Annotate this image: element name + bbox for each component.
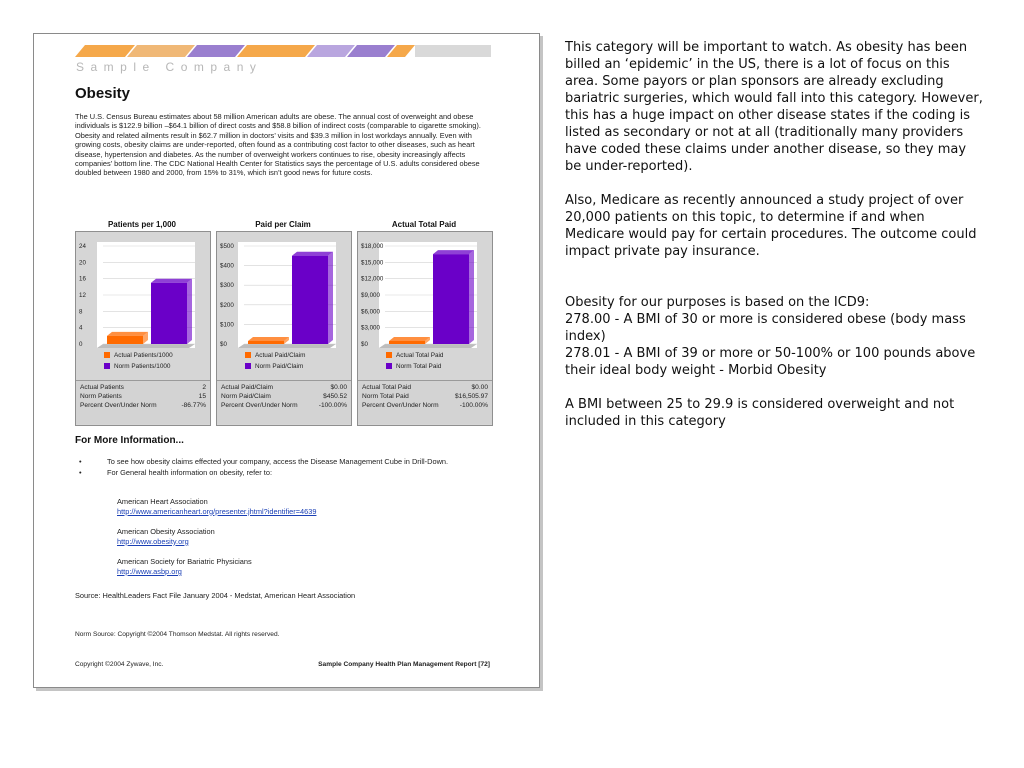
y-tick-label: 20: [79, 259, 86, 267]
report-reference: Sample Company Health Plan Management Report [72]: [318, 661, 490, 668]
reference-name: American Obesity Association: [117, 527, 215, 537]
bar: [433, 250, 474, 344]
y-tick-label: 12: [79, 292, 86, 299]
legend-label: Actual Paid/Claim: [255, 352, 306, 359]
y-tick-label: $300: [220, 282, 234, 290]
legend-label: Norm Paid/Claim: [255, 363, 304, 370]
report-page: [33, 33, 540, 688]
y-tick-label: $3,000: [361, 324, 380, 332]
legend-label: Norm Patients/1000: [114, 363, 171, 370]
bar: [389, 337, 430, 344]
stat-row: Norm Patients 15: [80, 393, 206, 400]
chart-plot-patients: [76, 232, 210, 382]
stats-patients: [76, 380, 210, 424]
chart-plot-total-paid: [358, 232, 492, 382]
chart-plot-paid-claim: [217, 232, 351, 382]
stats-paid-claim: [217, 380, 351, 424]
stat-row: Norm Total Paid $16,505.97: [362, 393, 488, 400]
notes-paragraph: This category will be important to watch. As obesity has been billed an ‘epidemic’ in the US, there is a lot of focus on this area. Some payors or plan sponsors are already excluding bariatric surgeries, which would fall into this category. However, this has a huge impact on other disease states if the coding is listed as secondary or not at all (traditionally many providers have coded these claims under another disease, so they may be under-reported).: [565, 40, 983, 174]
bar: [107, 332, 148, 344]
source-note: Source: HealthLeaders Fact File January 2004 - Medstat, American Heart Association: [75, 591, 356, 600]
legend-label: Norm Total Paid: [396, 363, 442, 370]
norm-source-note: Norm Source: Copyright ©2004 Thomson Medstat. All rights reserved.: [75, 631, 280, 638]
y-tick-label: $0: [220, 341, 227, 348]
legend-swatch: [386, 352, 392, 358]
y-tick-label: $100: [220, 321, 234, 329]
reference-link[interactable]: http://www.asbp.org: [117, 566, 182, 576]
reference-item: [117, 527, 316, 546]
plot-floor: [238, 344, 336, 348]
y-tick-label: $9,000: [361, 292, 380, 299]
copyright: Copyright ©2004 Zywave, Inc.: [75, 661, 164, 668]
y-tick-label: $200: [220, 301, 234, 309]
legend-swatch: [104, 352, 110, 358]
list-item: • For General health information on obesity, refer to:: [79, 467, 273, 477]
chart-title-paid-claim: Paid per Claim: [255, 220, 311, 229]
y-tick-label: 4: [79, 324, 83, 332]
plot-floor: [379, 344, 477, 348]
reference-name: American Heart Association: [117, 497, 208, 506]
notes-paragraph: Also, Medicare as recently announced a study project of over 20,000 patients on this topic, to determine if and when Medicare would pay for certain procedures. The outcome could impact private pay insurance.: [565, 193, 977, 259]
list-item: • To see how obesity claims effected your company, access the Disease Management Cube in Drill-Down.: [79, 457, 449, 466]
notes-paragraph: A BMI between 25 to 29.9 is considered overweight and not included in this category: [565, 397, 955, 429]
reference-link[interactable]: http://www.americanheart.org/presenter.jhtml?identifier=4639: [117, 506, 317, 516]
y-tick-label: $0: [361, 341, 368, 348]
y-tick-label: $12,000: [361, 275, 384, 283]
reference-name: American Society for Bariatric Physicians: [117, 557, 252, 567]
stat-row: Actual Paid/Claim $0.00: [221, 384, 347, 391]
legend-label: Actual Total Paid: [396, 352, 444, 359]
more-info-list: [75, 457, 495, 478]
chart-patients-per-1000: [75, 231, 211, 426]
y-tick-label: 24: [79, 243, 86, 250]
notes-paragraph: 278.01 - A BMI of 39 or more or 50-100% or 100 pounds above their ideal body weight - Morbid Obesity: [565, 346, 976, 378]
stat-row: Percent Over/Under Norm -100.00%: [221, 402, 347, 409]
y-tick-label: $500: [220, 243, 234, 250]
notes-paragraph: Obesity for our purposes is based on the ICD9:: [565, 295, 870, 310]
stat-row: Percent Over/Under Norm -100.00%: [362, 402, 488, 409]
speaker-notes: [565, 39, 985, 430]
y-tick-label: 0: [79, 341, 83, 348]
more-info-heading: For More Information...: [75, 435, 184, 446]
chart-title-total-paid: Actual Total Paid: [391, 220, 457, 229]
reference-list: [117, 497, 316, 588]
stat-row: Percent Over/Under Norm -86.77%: [80, 402, 206, 409]
legend-swatch: [104, 363, 110, 369]
bar: [292, 252, 333, 344]
plot-floor: [97, 344, 195, 348]
stats-total-paid: [358, 380, 492, 424]
y-tick-label: 8: [79, 308, 83, 316]
stat-row: Actual Total Paid $0.00: [362, 384, 488, 391]
reference-item: [117, 497, 316, 516]
y-tick-label: $15,000: [361, 259, 384, 267]
notes-paragraph: 278.00 - A BMI of 30 or more is considered obese (body mass index): [565, 312, 966, 344]
chart-paid-per-claim: [216, 231, 352, 426]
y-tick-label: $18,000: [361, 243, 384, 250]
page-title: Obesity: [75, 85, 131, 102]
y-tick-label: $6,000: [361, 308, 380, 316]
intro-paragraph: The U.S. Census Bureau estimates about 58 million American adults are obese. The annual cost of overweight and obese individuals is $122.9 billion –$64.1 billion of direct costs and $58.8 billion of indirect costs (comparable to cigarette smoking). Obesity and related ailments result in $62.7 million in doctors’ visits and $39.3 million in lost workdays annually. Even with growing costs, obesity claims are under-reported, often found as a contributing cost factor to other diseases, such as heart disease, hypertension and diabetes. As the number of overweight workers continues to rise, obesity increasingly affects companies’ bottom line. The CDC National Health Center for Statistics says the percentage of U.S. adults considered obese doubled between 1980 and 2000, from 15% to 31%, which isn’t good news for future costs.: [75, 112, 481, 178]
reference-item: [117, 557, 316, 576]
y-tick-label: $400: [220, 262, 234, 270]
y-tick-label: 16: [79, 275, 86, 283]
legend-swatch: [245, 363, 251, 369]
chart-title-patients: Patients per 1,000: [107, 220, 177, 229]
reference-link[interactable]: http://www.obesity.org: [117, 536, 189, 546]
legend-swatch: [245, 352, 251, 358]
stat-row: Actual Patients 2: [80, 384, 206, 391]
legend-swatch: [386, 363, 392, 369]
decorative-banner: [75, 45, 491, 57]
chart-actual-total-paid: [357, 231, 493, 426]
bar: [151, 279, 192, 344]
stat-row: Norm Paid/Claim $450.52: [221, 393, 347, 400]
company-name: Sample Company: [76, 60, 263, 74]
legend-label: Actual Patients/1000: [114, 352, 173, 359]
bar: [248, 337, 289, 344]
